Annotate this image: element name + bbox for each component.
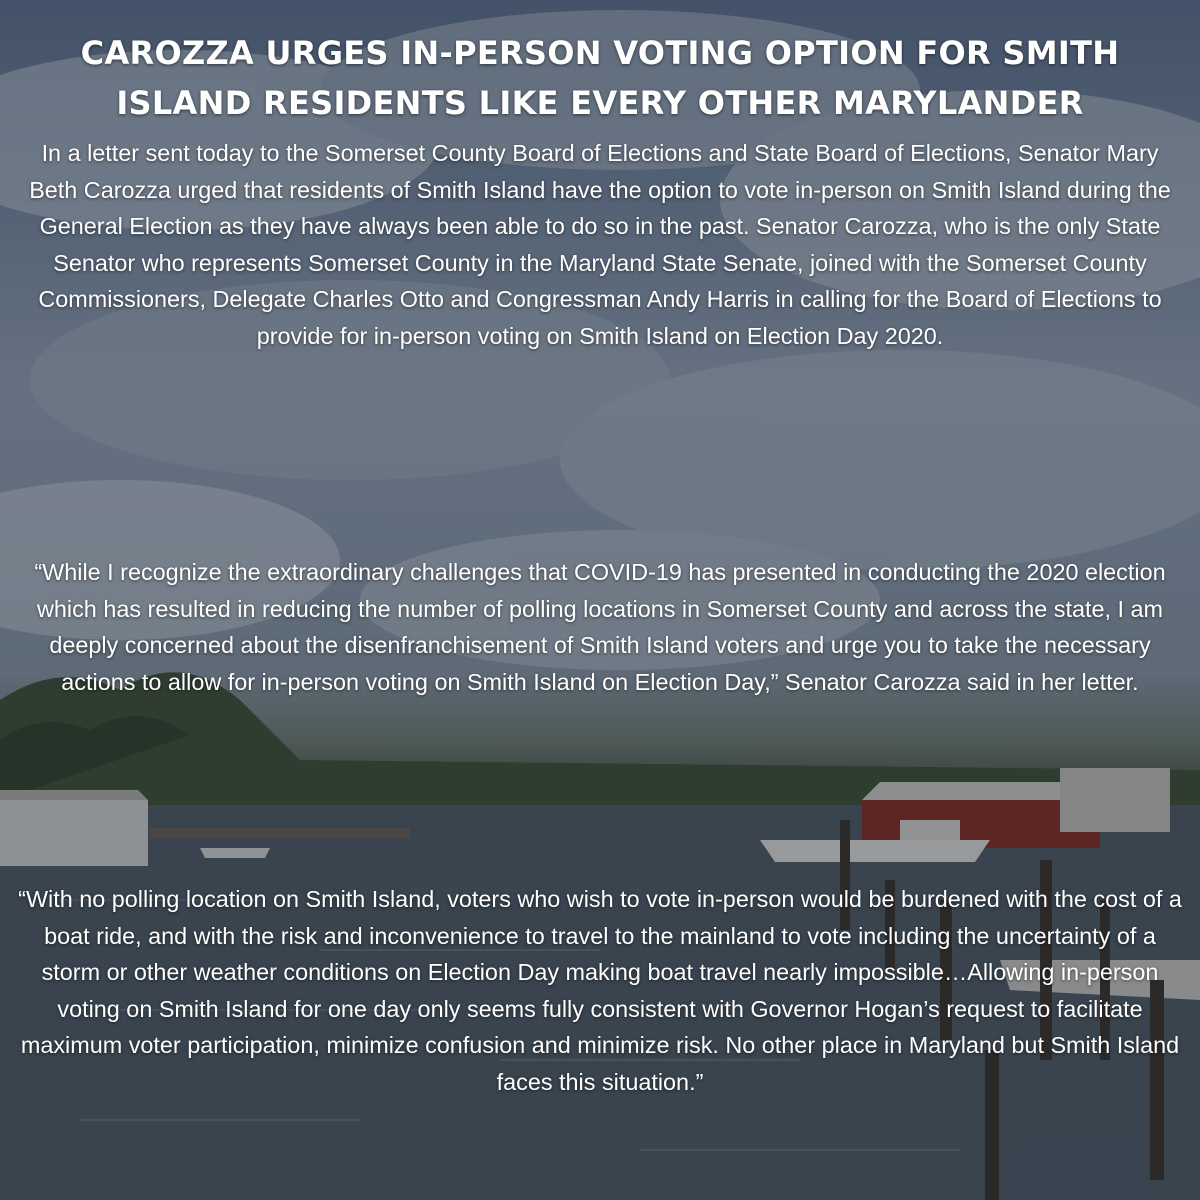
paragraph-letter-summary: In a letter sent today to the Somerset County Board of Elections and State Board of Elections, Senator Mary Beth Carozza urged that residents of Smith Island have the option to vote in-person on Smith Island during the General Election as they have always been able to do so in the past. Senator Carozza, who is the only State Senator who represents Somerset County in the Maryland State Senate, joined with the Somerset County Commissioners, Delegate Charles Otto and Congressman Andy Harris in calling for the Board of Elections to provide for in-person voting on Smith Island on Election Day 2020.: [29, 140, 1171, 349]
paragraph-quote-1: “While I recognize the extraordinary challenges that COVID-19 has presented in conducting the 2020 election which has resulted in reducing the number of polling locations in Somerset County and across the state, I am deeply concerned about the disenfranchisement of Smith Island voters and urge you to take the necessary actions to allow for in-person voting on Smith Island on Election Day,” Senator Carozza said in her letter.: [34, 559, 1166, 695]
headline: CAROZZA URGES IN-PERSON VOTING OPTION FOR SMITH ISLAND RESIDENTS LIKE EVERY OTHER MARYLANDER: [80, 34, 1120, 122]
paragraph-quote-2: “With no polling location on Smith Island, voters who wish to vote in-person would be burdened with the cost of a boat ride, and with the risk and inconvenience to travel to the mainland to vote including the uncertainty of a storm or other weather conditions on Election Day making boat travel nearly impossible…Allowing in-person voting on Smith Island for one day only seems fully consistent with Governor Hogan’s request to facilitate maximum voter participation, minimize confusion and minimize risk. No other place in Maryland but Smith Island faces this situation.”: [18, 886, 1182, 1095]
